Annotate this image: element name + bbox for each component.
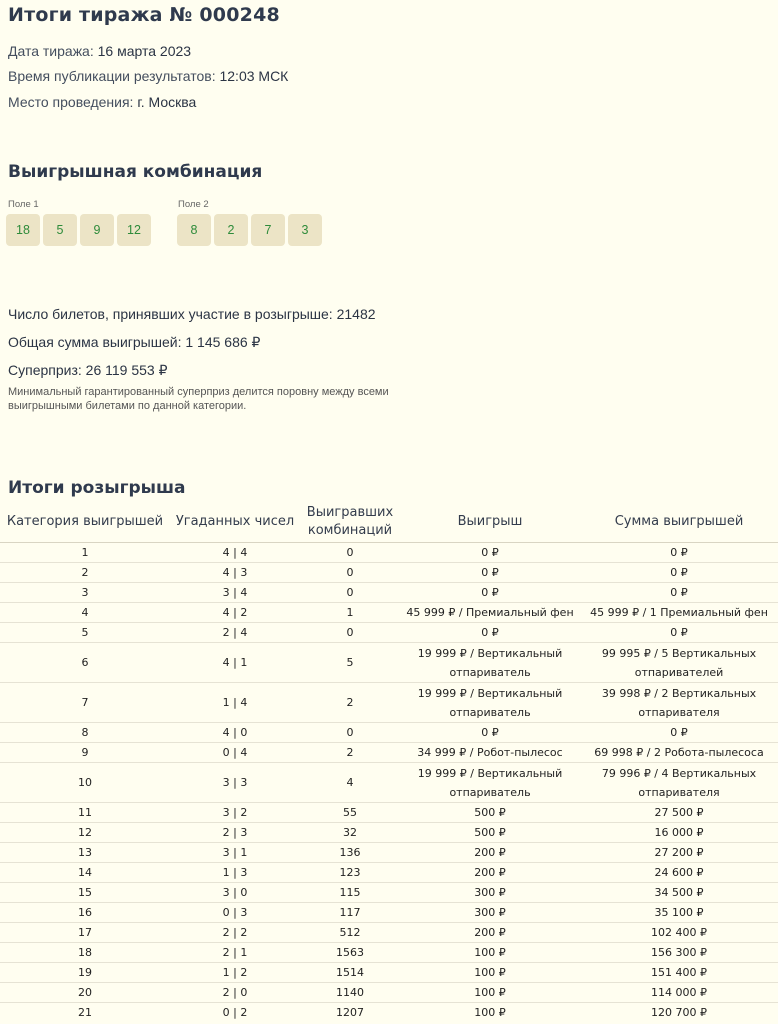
cell-total: 27 200 ₽ [580, 843, 778, 863]
cell-winners: 117 [300, 903, 400, 923]
cell-winners: 136 [300, 843, 400, 863]
cell-prize: 500 ₽ [400, 823, 580, 843]
publish-time-label: Время публикации результатов: [8, 68, 216, 84]
cell-total: 35 100 ₽ [580, 903, 778, 923]
cell-category: 14 [0, 863, 170, 883]
publish-time [8, 68, 288, 84]
cell-total: 0 ₽ [580, 723, 778, 743]
total-value: 1 145 686 ₽ [185, 334, 261, 350]
table-row [0, 943, 778, 963]
cell-guessed: 3 | 1 [170, 843, 300, 863]
cell-total: 27 500 ₽ [580, 803, 778, 823]
col-guessed: Угаданных чисел [175, 514, 295, 529]
cell-winners: 0 [300, 723, 400, 743]
cell-category: 10 [0, 763, 170, 803]
cell-category: 15 [0, 883, 170, 903]
cell-prize: 500 ₽ [400, 803, 580, 823]
cell-guessed: 2 | 1 [170, 943, 300, 963]
results-title: Итоги розыгрыша [8, 478, 186, 498]
cell-winners: 1140 [300, 983, 400, 1003]
publish-time-value: 12:03 МСК [219, 68, 289, 84]
cell-guessed: 2 | 3 [170, 823, 300, 843]
cell-category: 6 [0, 643, 170, 683]
cell-prize: 45 999 ₽ / Премиальный фен [400, 603, 580, 623]
cell-category: 2 [0, 563, 170, 583]
cell-total: 45 999 ₽ / 1 Премиальный фен [580, 603, 778, 623]
cell-winners: 5 [300, 643, 400, 683]
cell-total: 69 998 ₽ / 2 Робота-пылесоса [580, 743, 778, 763]
field1-ball: 5 [43, 214, 77, 246]
cell-category: 11 [0, 803, 170, 823]
tickets-label: Число билетов, принявших участие в розыгрыше: [8, 306, 333, 322]
cell-total: 156 300 ₽ [580, 943, 778, 963]
draw-place-label: Место проведения: [8, 94, 134, 110]
cell-prize: 200 ₽ [400, 843, 580, 863]
cell-winners: 55 [300, 803, 400, 823]
cell-guessed: 2 | 2 [170, 923, 300, 943]
cell-category: 12 [0, 823, 170, 843]
cell-prize: 300 ₽ [400, 883, 580, 903]
table-row [0, 723, 778, 743]
cell-prize: 200 ₽ [400, 923, 580, 943]
cell-total: 39 998 ₽ / 2 Вертикальных отпаривателя [580, 683, 778, 723]
cell-total: 16 000 ₽ [580, 823, 778, 843]
cell-guessed: 0 | 3 [170, 903, 300, 923]
col-category: Категория выигрышей [6, 514, 164, 529]
table-row [0, 603, 778, 623]
cell-prize: 0 ₽ [400, 623, 580, 643]
cell-winners: 1563 [300, 943, 400, 963]
cell-total: 99 995 ₽ / 5 Вертикальных отпаривателей [580, 643, 778, 683]
cell-guessed: 4 | 2 [170, 603, 300, 623]
field1-ball: 9 [80, 214, 114, 246]
cell-total: 79 996 ₽ / 4 Вертикальных отпаривателя [580, 763, 778, 803]
cell-winners: 512 [300, 923, 400, 943]
cell-winners: 123 [300, 863, 400, 883]
table-row [0, 843, 778, 863]
table-row [0, 883, 778, 903]
cell-winners: 0 [300, 543, 400, 563]
cell-winners: 2 [300, 683, 400, 723]
cell-guessed: 3 | 4 [170, 583, 300, 603]
cell-total: 0 ₽ [580, 543, 778, 563]
results-table [0, 502, 778, 1022]
superprize-label: Суперприз: [8, 362, 82, 378]
cell-winners: 1 [300, 603, 400, 623]
field1-ball: 12 [117, 214, 151, 246]
cell-guessed: 1 | 2 [170, 963, 300, 983]
table-row [0, 983, 778, 1003]
cell-prize: 100 ₽ [400, 1003, 580, 1023]
draw-place [8, 94, 196, 110]
cell-total: 24 600 ₽ [580, 863, 778, 883]
cell-total: 102 400 ₽ [580, 923, 778, 943]
cell-total: 114 000 ₽ [580, 983, 778, 1003]
cell-guessed: 1 | 3 [170, 863, 300, 883]
draw-date-label: Дата тиража: [8, 43, 94, 59]
superprize-note: Минимальный гарантированный суперприз делится поровну между всеми выигрышными билетами по данной категории. [8, 386, 389, 412]
cell-category: 20 [0, 983, 170, 1003]
table-row [0, 643, 778, 683]
cell-prize: 0 ₽ [400, 723, 580, 743]
cell-category: 1 [0, 543, 170, 563]
table-row [0, 683, 778, 723]
cell-prize: 0 ₽ [400, 583, 580, 603]
cell-category: 8 [0, 723, 170, 743]
col-total: Сумма выигрышей [614, 514, 744, 529]
cell-total: 0 ₽ [580, 563, 778, 583]
table-row [0, 743, 778, 763]
table-row [0, 763, 778, 803]
col-prize: Выигрыш [457, 514, 523, 529]
cell-winners: 1207 [300, 1003, 400, 1023]
cell-winners: 2 [300, 743, 400, 763]
cell-total: 151 400 ₽ [580, 963, 778, 983]
cell-prize: 100 ₽ [400, 963, 580, 983]
cell-prize: 100 ₽ [400, 983, 580, 1003]
field1-label: Поле 1 [8, 199, 39, 210]
draw-date [8, 43, 191, 59]
cell-guessed: 4 | 0 [170, 723, 300, 743]
field1-ball: 18 [6, 214, 40, 246]
page-title: Итоги тиража № 000248 [8, 4, 280, 26]
cell-winners: 115 [300, 883, 400, 903]
cell-winners: 1514 [300, 963, 400, 983]
cell-winners: 0 [300, 583, 400, 603]
cell-winners: 0 [300, 623, 400, 643]
cell-category: 17 [0, 923, 170, 943]
table-row [0, 1003, 778, 1023]
cell-total: 0 ₽ [580, 583, 778, 603]
cell-prize: 100 ₽ [400, 943, 580, 963]
table-row [0, 623, 778, 643]
field2-ball: 2 [214, 214, 248, 246]
cell-category: 13 [0, 843, 170, 863]
tickets-count [8, 306, 376, 322]
cell-prize: 19 999 ₽ / Вертикальный отпариватель [400, 683, 580, 723]
cell-guessed: 2 | 0 [170, 983, 300, 1003]
total-winnings [8, 334, 260, 351]
cell-guessed: 2 | 4 [170, 623, 300, 643]
table-row [0, 923, 778, 943]
cell-prize: 200 ₽ [400, 863, 580, 883]
draw-date-value: 16 марта 2023 [97, 43, 192, 59]
cell-guessed: 3 | 2 [170, 803, 300, 823]
cell-prize: 0 ₽ [400, 543, 580, 563]
cell-guessed: 4 | 3 [170, 563, 300, 583]
cell-guessed: 0 | 2 [170, 1003, 300, 1023]
cell-prize: 0 ₽ [400, 563, 580, 583]
cell-category: 7 [0, 683, 170, 723]
cell-guessed: 1 | 4 [170, 683, 300, 723]
cell-total: 34 500 ₽ [580, 883, 778, 903]
col-winners: Выигравших комбинаций [306, 505, 394, 538]
total-label: Общая сумма выигрышей: [8, 334, 182, 350]
table-header-row [0, 502, 778, 543]
field2-ball: 7 [251, 214, 285, 246]
field2-label: Поле 2 [178, 199, 209, 210]
cell-guessed: 0 | 4 [170, 743, 300, 763]
cell-category: 21 [0, 1003, 170, 1023]
table-row [0, 863, 778, 883]
cell-total: 120 700 ₽ [580, 1003, 778, 1023]
draw-place-value: г. Москва [137, 94, 197, 110]
cell-category: 9 [0, 743, 170, 763]
field2-ball: 8 [177, 214, 211, 246]
table-row [0, 543, 778, 563]
cell-winners: 4 [300, 763, 400, 803]
superprize-value: 26 119 553 ₽ [85, 362, 168, 378]
combination-title: Выигрышная комбинация [8, 162, 263, 182]
cell-guessed: 4 | 1 [170, 643, 300, 683]
table-row [0, 563, 778, 583]
cell-category: 18 [0, 943, 170, 963]
cell-category: 4 [0, 603, 170, 623]
table-row [0, 803, 778, 823]
tickets-value: 21482 [336, 306, 376, 322]
cell-prize: 19 999 ₽ / Вертикальный отпариватель [400, 643, 580, 683]
table-row [0, 963, 778, 983]
field2-ball: 3 [288, 214, 322, 246]
table-row [0, 823, 778, 843]
cell-winners: 0 [300, 563, 400, 583]
cell-total: 0 ₽ [580, 623, 778, 643]
superprize [8, 362, 167, 379]
cell-category: 19 [0, 963, 170, 983]
cell-guessed: 3 | 0 [170, 883, 300, 903]
cell-category: 16 [0, 903, 170, 923]
cell-winners: 32 [300, 823, 400, 843]
cell-prize: 19 999 ₽ / Вертикальный отпариватель [400, 763, 580, 803]
cell-prize: 34 999 ₽ / Робот-пылесос [400, 743, 580, 763]
cell-guessed: 3 | 3 [170, 763, 300, 803]
table-row [0, 903, 778, 923]
cell-prize: 300 ₽ [400, 903, 580, 923]
cell-category: 3 [0, 583, 170, 603]
table-row [0, 583, 778, 603]
cell-category: 5 [0, 623, 170, 643]
cell-guessed: 4 | 4 [170, 543, 300, 563]
